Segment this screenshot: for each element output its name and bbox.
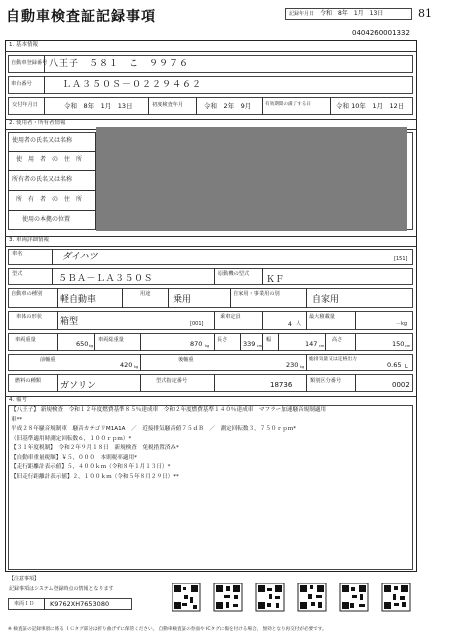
expiry-value: 令和 10年 1月 12日 (336, 102, 405, 110)
weight-label: 車両重量 (15, 337, 36, 343)
kind-label: 自動車の種別 (11, 291, 43, 297)
redaction-block (96, 127, 407, 231)
issue-date-label: 交付年月日 (12, 102, 38, 108)
notes-line: 【自動車重量税額】￥５，０００ 本則税率適用* (11, 454, 137, 461)
class-no-value: 0002 (392, 381, 410, 389)
notes-line: 平成２８年騒音規制車 騒音カテゴリM1A1A ／ 近接排気騒音値７５ｄＢ ／ 測定回転数３，７５０ｒｐｍ* (11, 426, 297, 432)
notice-text: 記録事項はシステム登録時点の情報となります (9, 586, 114, 592)
body-value: 箱型 (60, 317, 79, 327)
handwritten-note: 81 (418, 7, 432, 20)
weight-unit: kg (89, 344, 94, 348)
owner-label-user-address: 使 用 者 の 住 所 (16, 156, 83, 163)
record-date-value: 令和 8年 1月 13日 (320, 10, 384, 17)
maker-code: [151] (394, 256, 408, 262)
owner-label-owner-name: 所有者の氏名又は名称 (12, 176, 73, 183)
private-value: 自家用 (312, 295, 340, 305)
front-axle-value: 420 (120, 361, 133, 369)
use-value: 乗用 (173, 295, 192, 305)
height-label: 高さ (332, 337, 343, 343)
first-reg-value: 令和 2年 9月 (204, 102, 252, 110)
capacity-label: 乗車定員 (220, 314, 241, 320)
section-user: 2. 使用者・所有者情報 (9, 120, 66, 126)
length-label: 長さ (217, 337, 228, 343)
front-axle-unit: kg (134, 365, 139, 369)
maker-value: ダイハツ (62, 252, 98, 262)
qr-code (172, 583, 200, 611)
issue-date-value: 令和 8年 1月 13日 (64, 102, 133, 110)
document-number: 0404260001332 (352, 29, 410, 37)
section-basic: 1. 基本情報 (9, 42, 38, 48)
maker-label: 車名 (12, 251, 23, 257)
reg-no-value: 八王子 ５８１ こ ９９７６ (49, 59, 190, 69)
qr-code (340, 583, 368, 611)
kind-value: 軽自動車 (60, 295, 97, 305)
section-notes: 4. 備考 (9, 397, 27, 403)
height-unit: cm (405, 344, 411, 348)
weight-value: 650 (76, 340, 89, 348)
owner-label-base-location: 使用の本拠の位置 (22, 216, 71, 223)
gross-value: 870 (190, 340, 203, 348)
length-unit: cm (257, 344, 263, 348)
owner-label-owner-address: 所 有 者 の 住 所 (16, 196, 83, 203)
engine-value: ＫＦ (266, 275, 285, 285)
height-value: 150 (392, 340, 405, 348)
max-load-label: 最大積載量 (309, 314, 335, 320)
model-label: 型式 (12, 271, 23, 277)
notes-line: 【３１年度税制】 令和２年９月１８日 新規検査 免税措置済み* (11, 445, 179, 451)
qr-code (298, 583, 326, 611)
class-no-label: 類別区分番号 (310, 378, 342, 384)
owner-label-user-name: 使用者の氏名又は名称 (12, 137, 73, 144)
max-load-unit: －kg (396, 321, 408, 327)
first-reg-label: 初度検査年月 (152, 102, 184, 108)
document-title: 自動車検査証記録事項 (6, 9, 156, 25)
chassis-value: ＬＡ３５０Ｓ－０２２９４６２ (62, 80, 203, 90)
displacement-unit: L (405, 364, 408, 370)
vehicle-id-value: K9762XH7653080 (50, 600, 110, 608)
notes-line: 【走行距離計表示値】５，４００ｋｍ（令和８年１月１３日）* (11, 464, 171, 470)
notice-title: 【注意事項】 (9, 576, 40, 582)
rear-axle-value: 230 (286, 361, 299, 369)
capacity-value: 4 (288, 321, 292, 328)
chassis-label: 車台番号 (11, 81, 32, 87)
capacity-unit: 人 (296, 321, 302, 327)
notes-text (11, 408, 326, 484)
gross-unit: kg (205, 344, 210, 348)
rear-axle-unit: kg (300, 365, 305, 369)
qr-code (382, 583, 410, 611)
width-label: 幅 (266, 337, 272, 343)
type-no-label: 型式指定番号 (156, 378, 188, 384)
private-label: 自家用・事業用の別 (233, 291, 280, 297)
body-label: 車体の形状 (16, 314, 42, 320)
record-date-label: 記録年月日 (289, 11, 315, 17)
record-date-box (285, 8, 412, 20)
engine-label: 原動機の型式 (218, 271, 250, 277)
qr-code (214, 583, 242, 611)
qr-code-strip (172, 583, 412, 613)
notes-line: （旧基準適用時測定回転数６，１００ｒｐｍ）* (11, 435, 132, 442)
expiry-label: 有効期間の満了する日 (265, 102, 311, 107)
length-value: 339 (243, 340, 256, 348)
body-code: [001] (190, 321, 204, 327)
type-no-value: 18736 (270, 381, 293, 389)
displacement-value: 0.65 (387, 361, 402, 369)
qr-code (256, 583, 284, 611)
bottom-notice: ※ 検査証の記録事項に係る ＩＣタグ部分は折り曲げずに保管ください。 自動車検査証の券面や ICタグに傷を付ける場合、 無効となり再交付が必要です。 (8, 627, 327, 632)
weight-row (8, 333, 413, 351)
displacement-label: 総排気量又は定格出力 (309, 357, 357, 362)
model-value: ５ＢＡ－ＬＡ３５０Ｓ (58, 274, 154, 284)
section-vehicle: 3. 車両詳細情報 (9, 237, 49, 243)
fuel-label: 燃料の種類 (15, 378, 41, 384)
width-unit: cm (319, 344, 325, 348)
notes-line: 【八王子】 新規検査 令和１２年度燃費基準８５％達成車 令和２年度燃費基準１４０％達成車 マフラー加速騒音規制適用 (11, 407, 327, 413)
use-label: 用途 (140, 291, 151, 297)
front-axle-label: 前軸重 (40, 357, 56, 363)
fuel-value: ガソリン (60, 381, 97, 391)
gross-label: 車両総重量 (98, 337, 124, 343)
vehicle-id-label: 車両ＩＤ (14, 601, 35, 607)
reg-no-label: 自動車登録番号 (11, 60, 48, 66)
width-value: 147 (305, 340, 318, 348)
notes-line: 車** (11, 416, 23, 423)
rear-axle-label: 後軸重 (178, 357, 194, 363)
notes-line: 【旧走行距離計表示値】２，１００ｋｍ（令和５年８月２９日）** (11, 473, 179, 480)
